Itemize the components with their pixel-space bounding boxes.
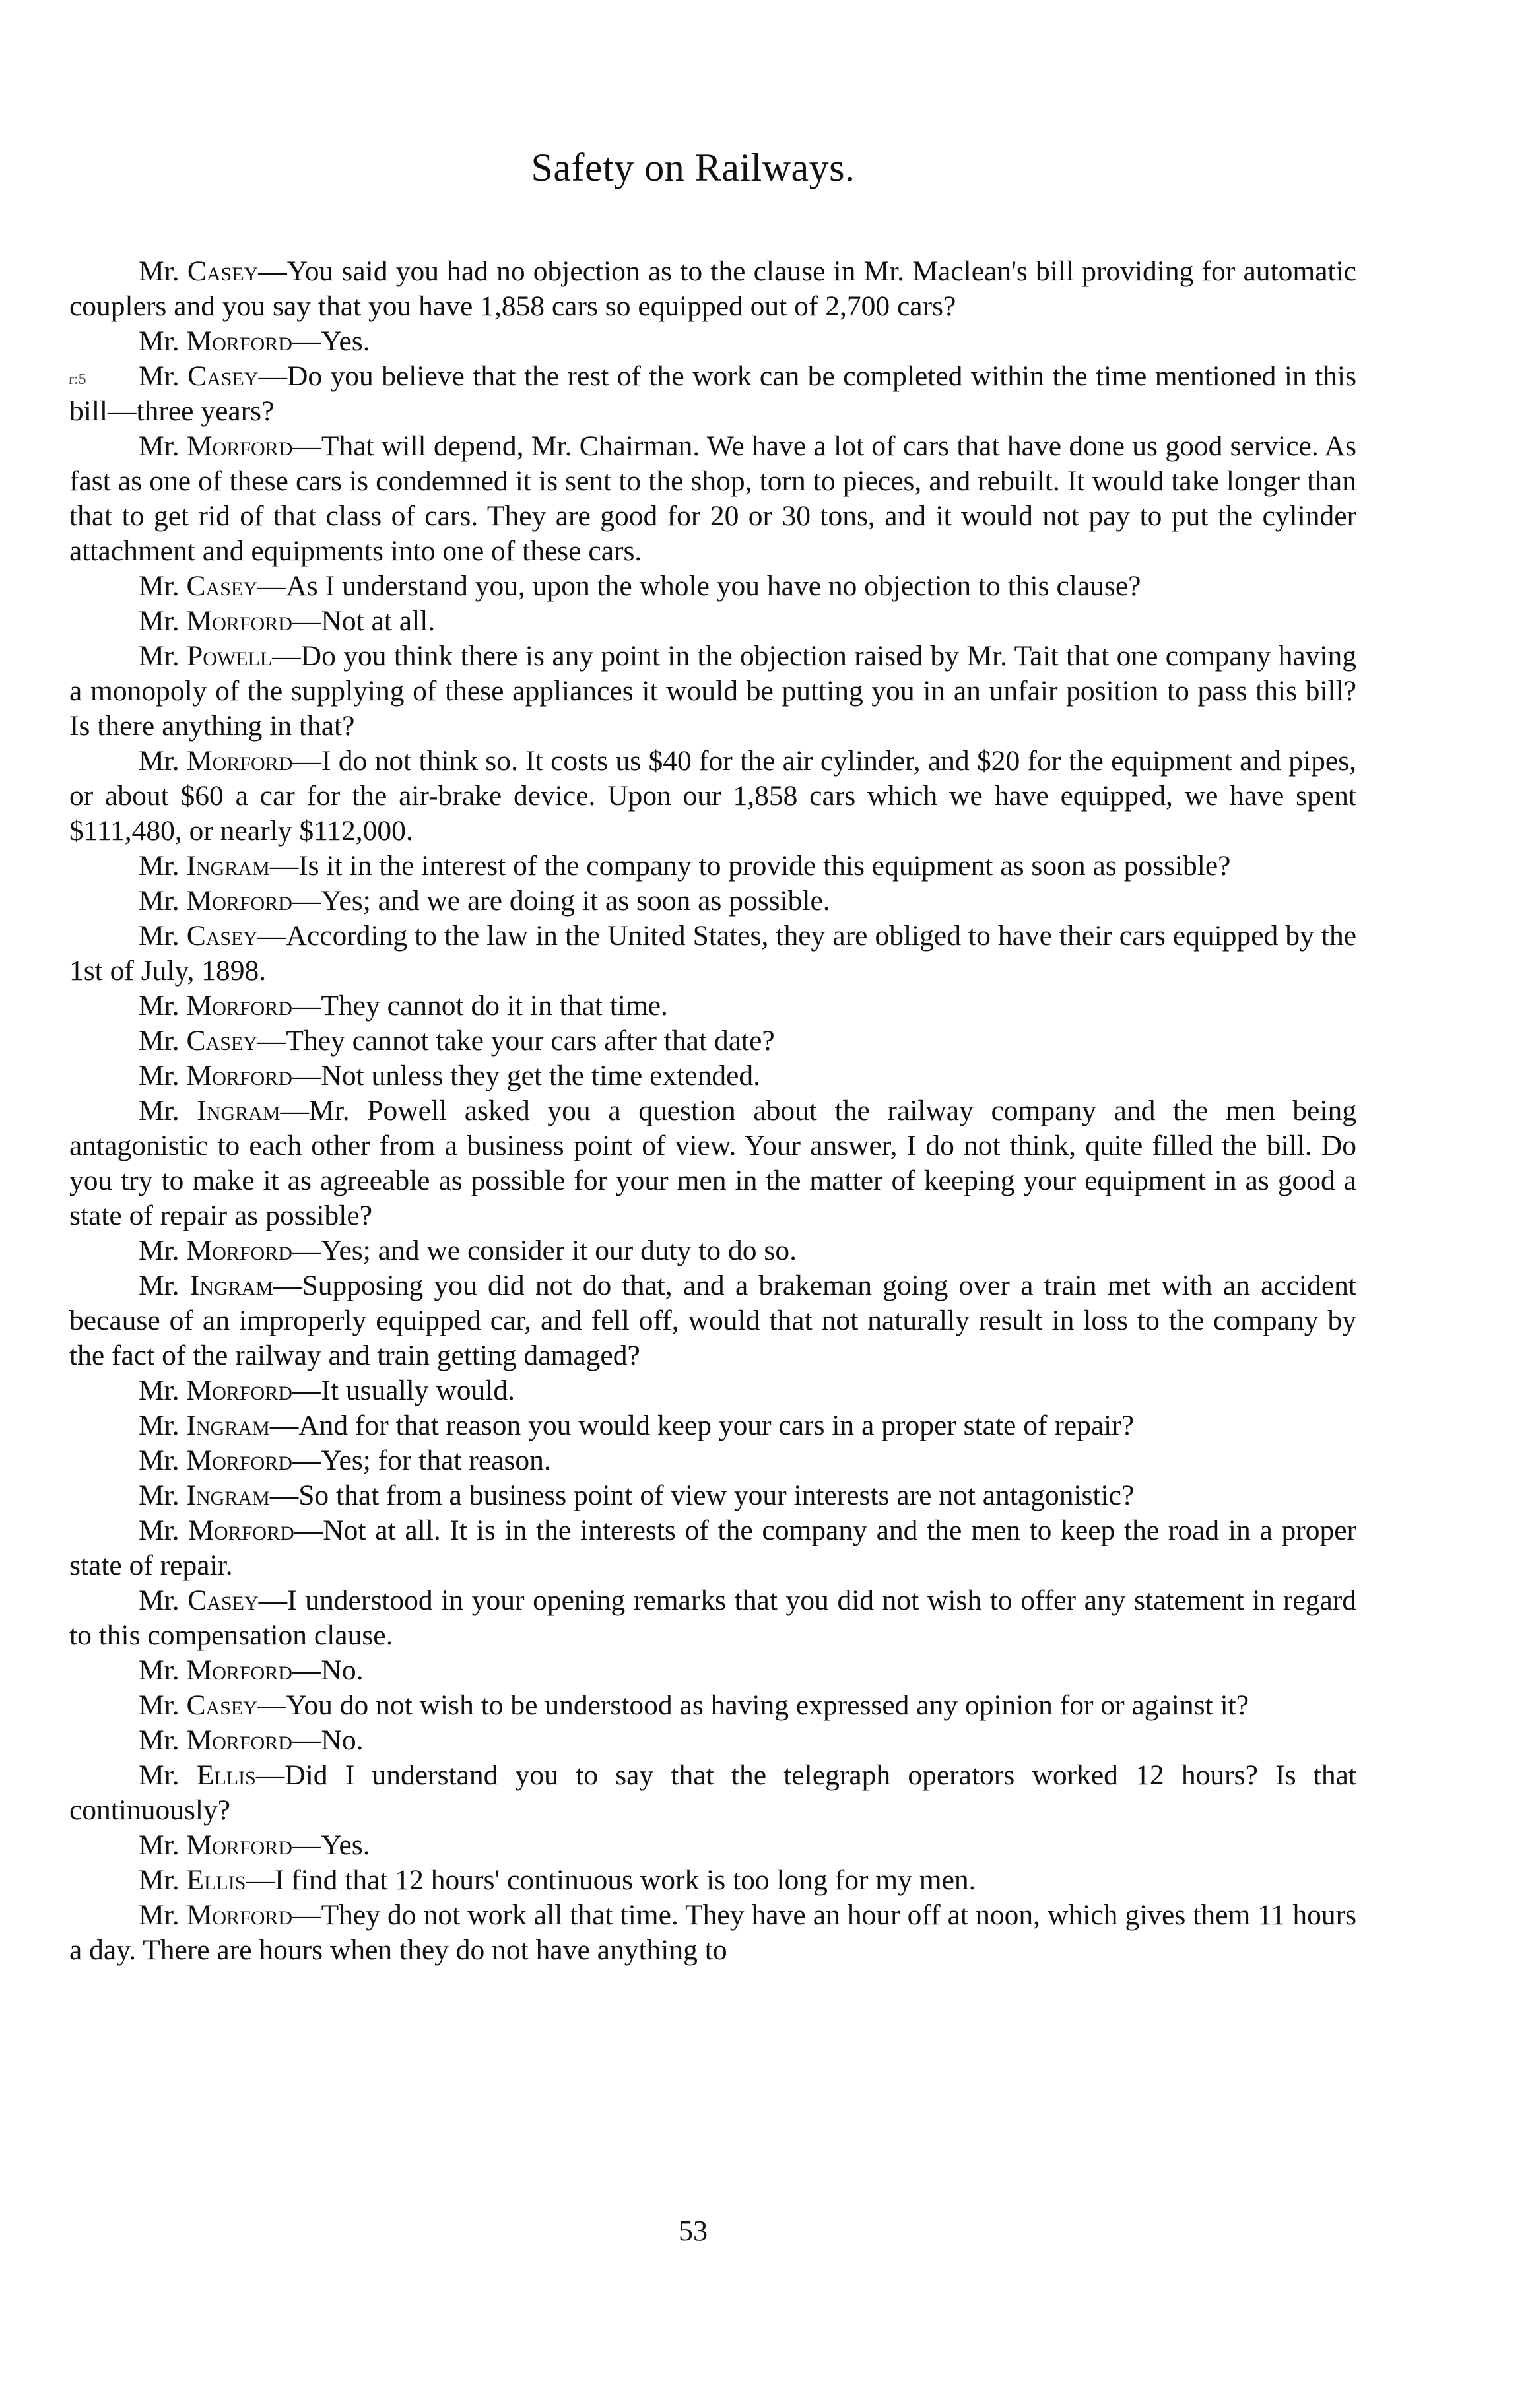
speech-text: So that from a business point of view your interests are not antagonistic? <box>298 1480 1135 1511</box>
speaker-name: Mr. Ellis <box>139 1864 246 1896</box>
speaker-name: Mr. Ingram <box>139 1270 274 1301</box>
dialogue-paragraph: Mr. Casey—Do you believe that the rest of the work can be completed within the time mentioned in this bill—three years? <box>69 360 1356 427</box>
dialogue-paragraph: Mr. Morford—Yes; and we consider it our duty to do so. <box>139 1235 797 1266</box>
speech-text: You said you had no objection as to the clause in Mr. Maclean's bill providing for automatic couplers and you say that you have 1,858 cars so equipped out of 2,700 cars? <box>69 255 1356 322</box>
dialogue-paragraph: Mr. Powell—Do you think there is any point in the objection raised by Mr. Tait that one company having a monopoly of the supplying of these appliances it would be putting you in an unfair position to pass this bill? Is there anything in that? <box>69 640 1356 742</box>
speaker-name: Mr. Casey <box>139 1689 257 1721</box>
speech-text: Did I understand you to say that the telegraph operators worked 12 hours? Is that continuously? <box>69 1759 1357 1826</box>
speech-text: They cannot do it in that time. <box>321 990 668 1022</box>
speaker-name: Mr. Morford <box>139 745 293 777</box>
dialogue-paragraph: Mr. Ellis—I find that 12 hours' continuous work is too long for my men. <box>139 1864 976 1896</box>
dialogue-paragraph: Mr. Morford—They cannot do it in that time. <box>139 990 668 1022</box>
speech-text: Mr. Powell asked you a question about the railway company and the men being antagonistic to each other from a business point of view. Your answer, I do not think, quite filled the bill. Do you try to make it as agreeable as possible for your men in the matter of keeping your equipment in as good a state of repair as possible? <box>69 1095 1356 1231</box>
speech-text: I understood in your opening remarks that you did not wish to offer any statement in regard to this compensation clause. <box>69 1584 1356 1651</box>
speaker-name: Mr. Morford <box>139 1724 292 1756</box>
speech-text: Yes. <box>321 1829 370 1861</box>
speech-text: Yes; and we are doing it as soon as possible. <box>321 885 830 917</box>
speaker-name: Mr. Morford <box>139 1060 292 1091</box>
dialogue-paragraph: Mr. Morford—Not at all. It is in the interests of the company and the men to keep the road in a proper state of repair. <box>69 1514 1357 1581</box>
speaker-name: Mr. Ellis <box>139 1759 256 1791</box>
speaker-name: Mr. Ingram <box>139 1480 270 1511</box>
speaker-name: Mr. Morford <box>139 1654 292 1686</box>
dialogue-paragraph: Mr. Morford—I do not think so. It costs us $40 for the air cylinder, and $20 for the equipment and pipes, or about $60 a car for the air-brake device. Upon our 1,858 cars which we have equipped, we have spent $111,480, or nearly $112,000. <box>69 745 1357 847</box>
dialogue-paragraph: Mr. Morford—Yes. <box>139 325 370 357</box>
speech-text: Not at all. It is in the interests of the company and the men to keep the road in a proper state of repair. <box>69 1514 1357 1581</box>
speaker-name: Mr. Casey <box>139 570 257 602</box>
page-number: 53 <box>679 2215 708 2247</box>
speaker-name: Mr. Ingram <box>139 1095 281 1126</box>
speech-text: They cannot take your cars after that date? <box>286 1025 775 1057</box>
speaker-name: Mr. Morford <box>139 605 292 637</box>
dialogue-paragraph: Mr. Morford—Not unless they get the time extended. <box>139 1060 761 1091</box>
speech-text: Do you believe that the rest of the work can be completed within the time mentioned in this bill—three years? <box>69 360 1356 427</box>
speaker-name: Mr. Morford <box>139 1829 292 1861</box>
dialogue-paragraph: Mr. Morford—That will depend, Mr. Chairman. We have a lot of cars that have done us good service. As fast as one of these cars is condemned it is sent to the shop, torn to pieces, and rebuilt. It would take longer than that to get rid of that class of cars. They are good for 20 or 30 tons, and it would not pay to put the cylinder attachment and equipments into one of these cars. <box>69 430 1357 567</box>
speech-text: I do not think so. It costs us $40 for the air cylinder, and $20 for the equipment and pipes, or about $60 a car for the air-brake device. Upon our 1,858 cars which we have equipped, we have spent $111,480, or nearly $112,000. <box>69 745 1357 847</box>
dialogue-paragraph: Mr. Casey—As I understand you, upon the whole you have no objection to this clause? <box>139 570 1141 602</box>
speech-text: Not unless they get the time extended. <box>321 1060 761 1091</box>
speech-text: They do not work all that time. They have an hour off at noon, which gives them 11 hours a day. There are hours when they do not have anything to <box>69 1899 1357 1966</box>
speech-text: As I understand you, upon the whole you have no objection to this clause? <box>286 570 1141 602</box>
speaker-name: Mr. Morford <box>139 430 293 462</box>
dialogue-paragraph: Mr. Morford—Yes; for that reason. <box>139 1445 551 1476</box>
dialogue-paragraph: Mr. Ingram—Supposing you did not do that, and a brakeman going over a train met with an accident because of an improperly equipped car, and fell off, would that not naturally result in loss to the company by the fact of the railway and train getting damaged? <box>69 1270 1357 1371</box>
speech-text: Is it in the interest of the company to provide this equipment as soon as possible? <box>298 850 1231 882</box>
speech-text: And for that reason you would keep your cars in a proper state of repair? <box>298 1410 1135 1441</box>
speaker-name: Mr. Morford <box>139 1514 294 1546</box>
speech-text: According to the law in the United States, they are obliged to have their cars equipped by the 1st of July, 1898. <box>69 920 1356 987</box>
dialogue-paragraph: Mr. Ingram—And for that reason you would keep your cars in a proper state of repair? <box>139 1410 1135 1441</box>
speech-text: I find that 12 hours' continuous work is too long for my men. <box>274 1864 976 1896</box>
dialogue-paragraph: Mr. Morford—No. <box>139 1724 364 1756</box>
speaker-name: Mr. Ingram <box>139 1410 270 1441</box>
speaker-name: Mr. Casey <box>139 360 259 392</box>
speaker-name: Mr. Morford <box>139 1445 292 1476</box>
dialogue-paragraph: Mr. Morford—It usually would. <box>139 1375 516 1406</box>
speech-text: Yes; and we consider it our duty to do so. <box>321 1235 797 1266</box>
speaker-name: Mr. Casey <box>139 1584 259 1616</box>
speech-text: Not at all. <box>321 605 436 637</box>
speaker-name: Mr. Powell <box>139 640 273 672</box>
page-title: Safety on Railways. <box>531 146 855 189</box>
dialogue-paragraph: Mr. Casey—I understood in your opening remarks that you did not wish to offer any statement in regard to this compensation clause. <box>69 1584 1356 1651</box>
speaker-name: Mr. Morford <box>139 1899 293 1931</box>
speaker-name: Mr. Morford <box>139 1375 292 1406</box>
speech-text: You do not wish to be understood as having expressed any opinion for or against it? <box>286 1689 1249 1721</box>
speech-text: Yes. <box>321 325 370 357</box>
speech-text: That will depend, Mr. Chairman. We have a lot of cars that have done us good service. As fast as one of these cars is condemned it is sent to the shop, torn to pieces, and rebuilt. It would take longer than that to get rid of that class of cars. They are good for 20 or 30 tons, and it would not pay to put the cylinder attachment and equipments into one of these cars. <box>69 430 1357 567</box>
dialogue-paragraph: Mr. Casey—You said you had no objection as to the clause in Mr. Maclean's bill providing for automatic couplers and you say that you have 1,858 cars so equipped out of 2,700 cars? <box>69 255 1356 322</box>
dialogue-paragraph: Mr. Ingram—Mr. Powell asked you a question about the railway company and the men being antagonistic to each other from a business point of view. Your answer, I do not think, quite filled the bill. Do you try to make it as agreeable as possible for your men in the matter of keeping your equipment in as good a state of repair as possible? <box>69 1095 1356 1231</box>
dialogue-paragraph: Mr. Casey—They cannot take your cars after that date? <box>139 1025 775 1057</box>
speaker-name: Mr. Morford <box>139 885 292 917</box>
speaker-name: Mr. Ingram <box>139 850 270 882</box>
speech-text: Yes; for that reason. <box>321 1445 551 1476</box>
dialogue-paragraph: Mr. Casey—According to the law in the United States, they are obliged to have their cars equipped by the 1st of July, 1898. <box>69 920 1356 987</box>
speech-text: Do you think there is any point in the objection raised by Mr. Tait that one company having a monopoly of the supplying of these appliances it would be putting you in an unfair position to pass this bill? Is there anything in that? <box>69 640 1356 742</box>
dialogue-paragraph: Mr. Morford—Yes. <box>139 1829 370 1861</box>
transcript-body <box>69 254 1356 1968</box>
dialogue-paragraph: Mr. Ingram—So that from a business point of view your interests are not antagonistic? <box>139 1480 1135 1511</box>
speaker-name: Mr. Morford <box>139 325 292 357</box>
dialogue-paragraph: Mr. Morford—Not at all. <box>139 605 436 637</box>
dialogue-paragraph: Mr. Casey—You do not wish to be understood as having expressed any opinion for or against it? <box>139 1689 1249 1721</box>
dialogue-paragraph: Mr. Morford—They do not work all that time. They have an hour off at noon, which gives them 11 hours a day. There are hours when they do not have anything to <box>69 1899 1357 1966</box>
speech-text: No. <box>321 1654 364 1686</box>
speaker-name: Mr. Casey <box>139 1025 257 1057</box>
speaker-name: Mr. Morford <box>139 990 292 1022</box>
speech-text: Supposing you did not do that, and a brakeman going over a train met with an accident because of an improperly equipped car, and fell off, would that not naturally result in loss to the company by the fact of the railway and train getting damaged? <box>69 1270 1357 1371</box>
margin-mark: r:5⃞ <box>69 371 99 388</box>
speech-text: No. <box>321 1724 364 1756</box>
dialogue-paragraph: Mr. Morford—No. <box>139 1654 364 1686</box>
dialogue-paragraph: Mr. Ingram—Is it in the interest of the company to provide this equipment as soon as possible? <box>139 850 1231 882</box>
dialogue-paragraph: Mr. Morford—Yes; and we are doing it as soon as possible. <box>139 885 830 917</box>
speaker-name: Mr. Casey <box>139 255 259 287</box>
speech-text: It usually would. <box>321 1375 516 1406</box>
dialogue-paragraph: Mr. Ellis—Did I understand you to say that the telegraph operators worked 12 hours? Is that continuously? <box>69 1759 1357 1826</box>
speaker-name: Mr. Casey <box>139 920 258 952</box>
speaker-name: Mr. Morford <box>139 1235 292 1266</box>
